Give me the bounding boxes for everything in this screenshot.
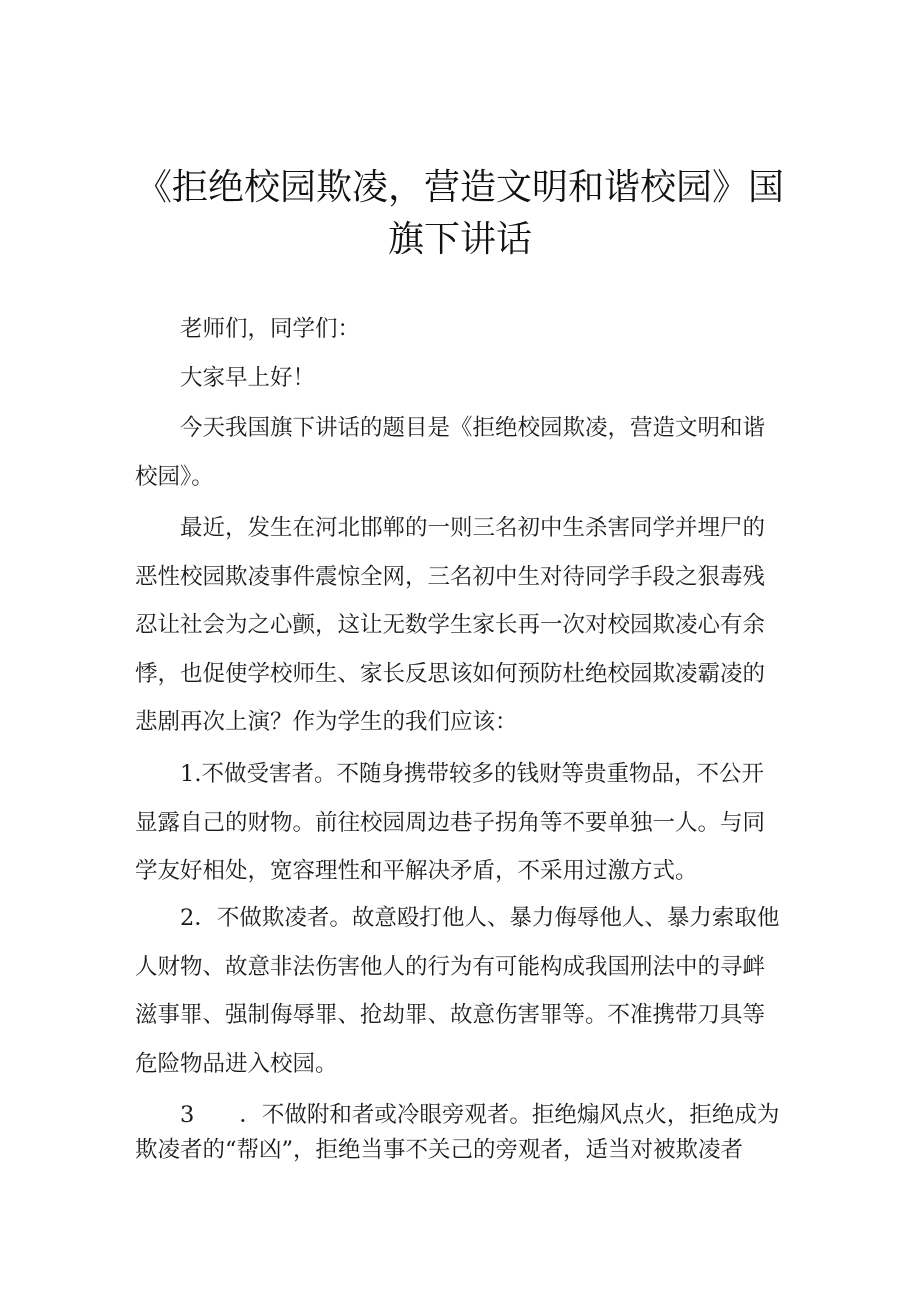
- point-3-paragraph: [135, 1098, 795, 1168]
- point-3-line: 欺凌者的“帮凶”，拒绝当事不关己的旁观者，适当对被欺凌者: [135, 1137, 744, 1163]
- context-line: 最近，发生在河北邯郸的一则三名初中生杀害同学并埋尸的: [180, 515, 766, 541]
- intro-line: 今天我国旗下讲话的题目是《拒绝校园欺凌，营造文明和谐: [180, 415, 766, 441]
- greeting-text: 老师们，同学们：: [180, 316, 361, 342]
- point-1-line: 1.不做受害者。不随身携带较多的钱财等贵重物品，不公开: [180, 761, 764, 787]
- point-2-line: 滋事罪、强制侮辱罪、抢劫罪、故意伤害罪等。不准携带刀具等: [135, 1002, 766, 1028]
- point-2-line: 2．不做欺凌者。故意殴打他人、暴力侮辱他人、暴力索取他: [180, 905, 780, 931]
- context-line: 悸，也促使学校师生、家长反思该如何预防杜绝校园欺凌霸凌的: [135, 660, 766, 687]
- point-3-line: 3 ．不做附和者或冷眼旁观者。拒绝煽风点火，拒绝成为: [180, 1102, 780, 1128]
- context-line: 恶性校园欺凌事件震惊全网，三名初中生对待同学手段之狠毒残: [135, 563, 766, 590]
- point-2-line: 危险物品进入校园。: [135, 1050, 338, 1077]
- context-line: 悲剧再次上演？作为学生的我们应该：: [135, 709, 518, 735]
- point-2-paragraph: [135, 894, 795, 1088]
- context-paragraph: [135, 504, 795, 747]
- point-2-line: 人财物、故意非法伤害他人的行为有可能构成我国刑法中的寻衅: [135, 953, 766, 980]
- salutation-text: 大家早上好！: [180, 365, 316, 391]
- context-line: 忍让社会为之心颤，这让无数学生家长再一次对校园欺凌心有余: [135, 612, 766, 638]
- point-1-line: 显露自己的财物。前往校园周边巷子拐角等不要单独一人。与同: [135, 809, 766, 836]
- greeting-paragraph: [135, 305, 840, 354]
- intro-paragraph: [135, 404, 795, 501]
- document-title-line-2: 旗下讲话: [387, 219, 532, 260]
- intro-line: 校园》。: [135, 463, 214, 490]
- salutation-paragraph: [135, 354, 840, 403]
- document-title-line-1: 《拒绝校园欺凌，营造文明和谐校园》国: [135, 167, 784, 208]
- point-1-line: 学友好相处，宽容理性和平解决矛盾，不采用过激方式。: [135, 858, 698, 884]
- point-1-paragraph: [135, 750, 795, 896]
